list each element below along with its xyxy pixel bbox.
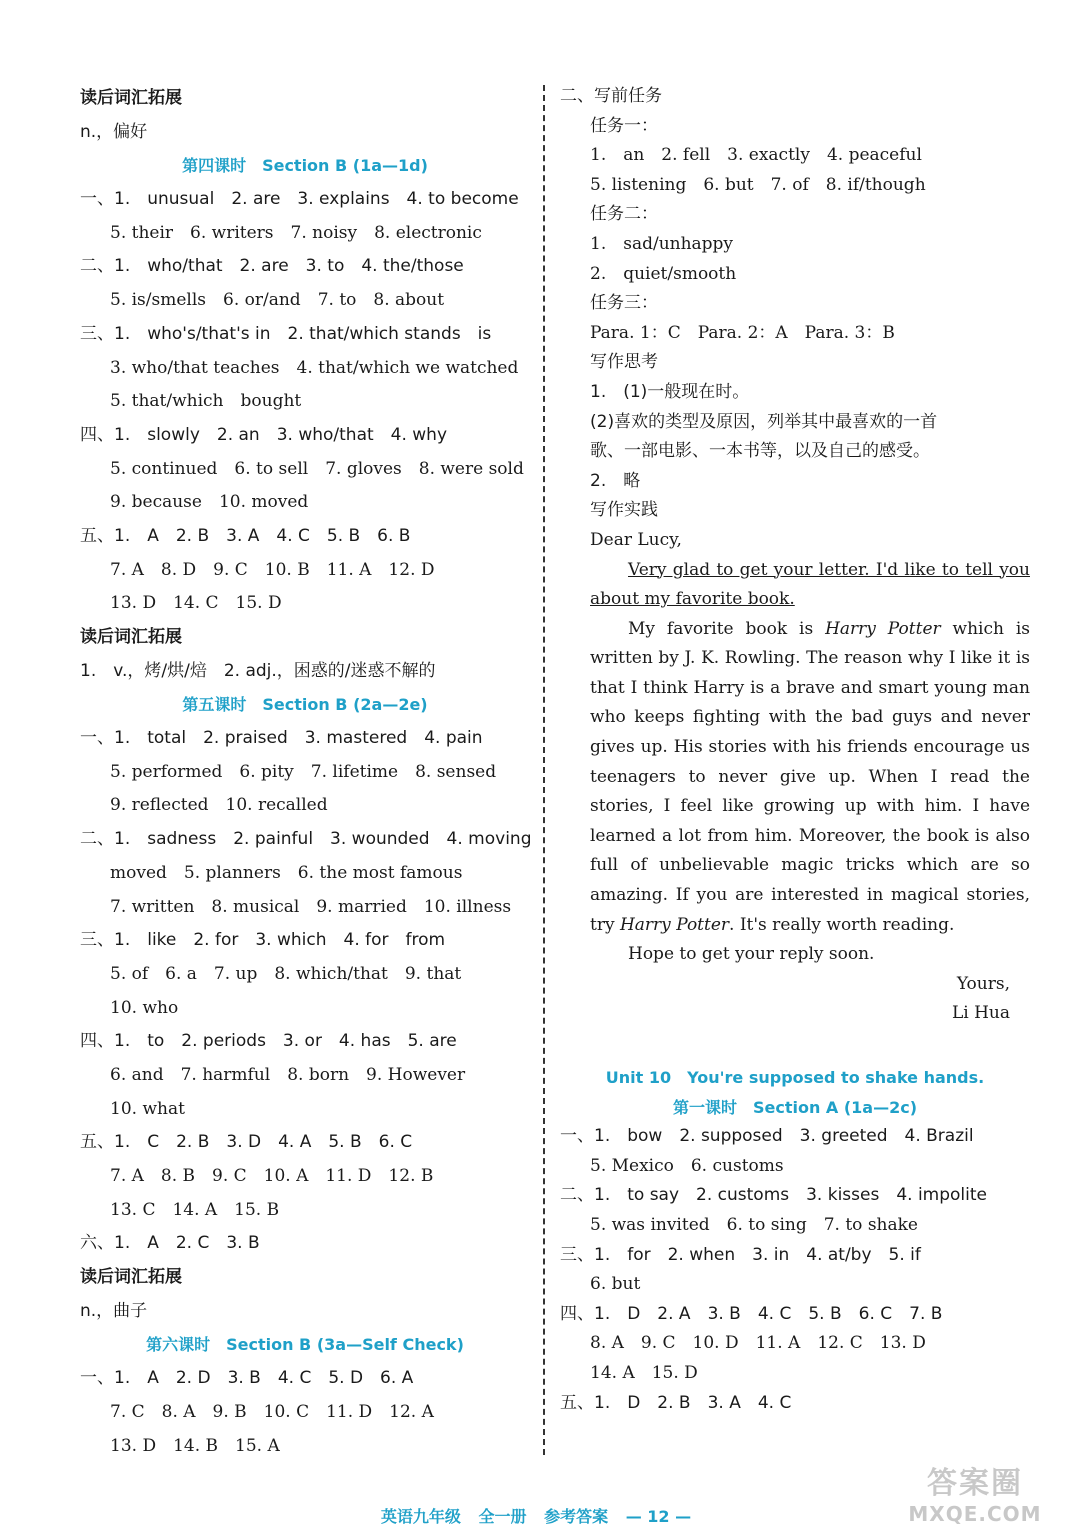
answer-line: 6. but <box>590 1274 641 1295</box>
answer-line: 二、1. sadness 2. painful 3. wounded 4. moving <box>80 829 532 850</box>
answer-line: 二、1. to say 2. customs 3. kisses 4. impolite <box>560 1185 988 1206</box>
answer-line: 5. of 6. a 7. up 8. which/that 9. that <box>110 963 462 984</box>
lesson-title: 第一课时 Section A (1a—2c) <box>672 1097 918 1117</box>
lesson-title: 第四课时 Section B (1a—1d) <box>182 156 428 176</box>
answer-line: 10. who <box>110 997 179 1018</box>
answer-line: 1. an 2. fell 3. exactly 4. peaceful <box>590 145 922 166</box>
answer-line: 一、1. A 2. D 3. B 4. C 5. D 6. A <box>80 1368 414 1389</box>
task-label: 任务二： <box>590 204 658 225</box>
vocab-heading: 读后词汇拓展 <box>80 627 182 647</box>
answer-line: 10. what <box>110 1098 185 1119</box>
book-title: Harry Potter <box>825 618 941 639</box>
answer-line: 7. A 8. B 9. C 10. A 11. D 12. B <box>110 1166 434 1186</box>
answer-line: 五、1. C 2. B 3. D 4. A 5. B 6. C <box>80 1132 413 1153</box>
answer-line: 6. and 7. harmful 8. born 9. However <box>110 1064 466 1085</box>
task-label: 写作实践 <box>590 500 658 521</box>
answer-line: 1. v.，烤/烘/焙 2. adj.，困惑的/迷惑不解的 <box>80 660 436 681</box>
left-column <box>80 82 530 1463</box>
answer-line: 5. that/which bought <box>110 391 302 412</box>
answer-line: 8. A 9. C 10. D 11. A 12. C 13. D <box>590 1333 926 1354</box>
answer-line: 歌、一部电影、一本书等，以及自己的感受。 <box>590 441 930 462</box>
answer-line: 一、1. bow 2. supposed 3. greeted 4. Brazil <box>560 1126 974 1147</box>
answer-line: 1. sad/unhappy <box>590 233 734 254</box>
answer-line: 5. continued 6. to sell 7. gloves 8. were sold <box>110 458 524 479</box>
watermark-domain: MXQE.COM <box>908 1502 1042 1526</box>
answer-line: 5. was invited 6. to sing 7. to shake <box>590 1214 918 1235</box>
task-label: 任务一： <box>590 115 658 136</box>
answer-line: 5. listening 6. but 7. of 8. if/though <box>590 174 926 195</box>
task-label: 任务三： <box>590 293 658 314</box>
footer-subject: 英语九年级 <box>380 1507 461 1526</box>
answer-line: 四、1. slowly 2. an 3. who/that 4. why <box>80 424 448 445</box>
paragraph-text: which is written by J. K. Rowling. The reason why I like it is that I think Harry is a brave and smart young man who keeps fighting with the bad guys and never gives up. His stories with his friends encourage us teenagers to never give up. When I read the stories, I feel like growing up with him. I have learned a lot from him. Moreover, the book is also full of unbelievable magic tricks which are so amazing. If you are interested in magical stories, try <box>590 618 1030 935</box>
watermark-logo <box>890 1458 1060 1528</box>
lesson-title: 第六课时 Section B (3a—Self Check) <box>146 1335 464 1355</box>
answer-line: 五、1. A 2. B 3. A 4. C 5. B 6. B <box>80 525 411 546</box>
answer-line: 三、1. who's/that's in 2. that/which stands is <box>80 323 492 344</box>
footer-volume: 全一册 <box>478 1507 527 1526</box>
paragraph-text: . It's really worth reading. <box>729 914 955 935</box>
letter-closing: Yours, <box>956 973 1010 994</box>
letter-body <box>560 556 1030 970</box>
letter-paragraph <box>590 615 1030 941</box>
letter-greeting: Dear Lucy, <box>590 529 682 550</box>
answer-line: 一、1. unusual 2. are 3. explains 4. to become <box>80 189 519 210</box>
task-heading: 二、写前任务 <box>560 86 662 106</box>
answer-line: 四、1. D 2. A 3. B 4. C 5. B 6. C 7. B <box>560 1303 943 1324</box>
answer-line: 三、1. for 2. when 3. in 4. at/by 5. if <box>560 1244 921 1265</box>
answer-line: 2. 略 <box>590 470 641 491</box>
answer-line: 二、1. who/that 2. are 3. to 4. the/those <box>80 256 464 277</box>
lesson-title: 第五课时 Section B (2a—2e) <box>182 695 428 715</box>
spacer <box>560 1029 1030 1063</box>
right-column <box>560 82 1030 1418</box>
watermark-text: 答案圈 <box>927 1466 1023 1501</box>
column-divider <box>543 85 545 1455</box>
answer-line: 5. their 6. writers 7. noisy 8. electronic <box>110 222 482 243</box>
unit-title: Unit 10 You're supposed to shake hands. <box>605 1068 985 1087</box>
answer-line: 14. A 15. D <box>590 1362 698 1383</box>
vocab-heading: 读后词汇拓展 <box>80 1267 182 1288</box>
task-label: 写作思考 <box>590 352 658 373</box>
answer-line: 7. A 8. D 9. C 10. B 11. A 12. D <box>110 559 435 580</box>
answer-line: moved 5. planners 6. the most famous <box>110 862 463 883</box>
answer-line: 1. (1)一般现在时。 <box>590 381 750 402</box>
answer-line: 13. D 14. C 15. D <box>110 593 282 614</box>
answer-line: 三、1. like 2. for 3. which 4. for from <box>80 930 446 951</box>
answer-line: n.，偏好 <box>80 121 148 142</box>
answer-line: 2. quiet/smooth <box>590 263 737 284</box>
letter-paragraph: Very glad to get your letter. I'd like to tell you about my favorite book. <box>590 559 1030 610</box>
answer-line: 9. because 10. moved <box>110 492 309 513</box>
answer-line: 一、1. total 2. praised 3. mastered 4. pain <box>80 728 483 749</box>
answer-line: (2)喜欢的类型及原因，列举其中最喜欢的一首 <box>590 411 938 432</box>
vocab-heading: 读后词汇拓展 <box>80 88 182 108</box>
answer-line: 五、1. D 2. B 3. A 4. C <box>560 1392 792 1413</box>
book-title: Harry Potter <box>619 914 730 935</box>
answer-line: n.，曲子 <box>80 1300 148 1321</box>
answer-line: 13. C 14. A 15. B <box>110 1199 280 1220</box>
answer-line: 四、1. to 2. periods 3. or 4. has 5. are <box>80 1031 457 1052</box>
answer-line: 3. who/that teaches 4. that/which we watched <box>110 357 519 378</box>
paragraph-text: My favorite book is <box>628 618 826 639</box>
letter-signature: Li Hua <box>951 1003 1010 1024</box>
answer-line: 5. Mexico 6. customs <box>590 1155 784 1176</box>
answer-line: 7. written 8. musical 9. married 10. illness <box>110 896 512 917</box>
answer-line: 5. is/smells 6. or/and 7. to 8. about <box>110 290 445 311</box>
answer-line: 六、1. A 2. C 3. B <box>80 1233 260 1254</box>
answer-line: 5. performed 6. pity 7. lifetime 8. sensed <box>110 761 497 782</box>
answer-line: 7. C 8. A 9. B 10. C 11. D 12. A <box>110 1401 434 1422</box>
letter-paragraph: Hope to get your reply soon. <box>628 944 875 965</box>
answer-line: Para. 1：C Para. 2：A Para. 3：B <box>590 322 895 343</box>
page-number: — 12 — <box>625 1507 692 1526</box>
answer-line: 9. reflected 10. recalled <box>110 795 328 816</box>
answer-line: 13. D 14. B 15. A <box>110 1435 280 1456</box>
footer-label: 参考答案 <box>544 1507 609 1526</box>
